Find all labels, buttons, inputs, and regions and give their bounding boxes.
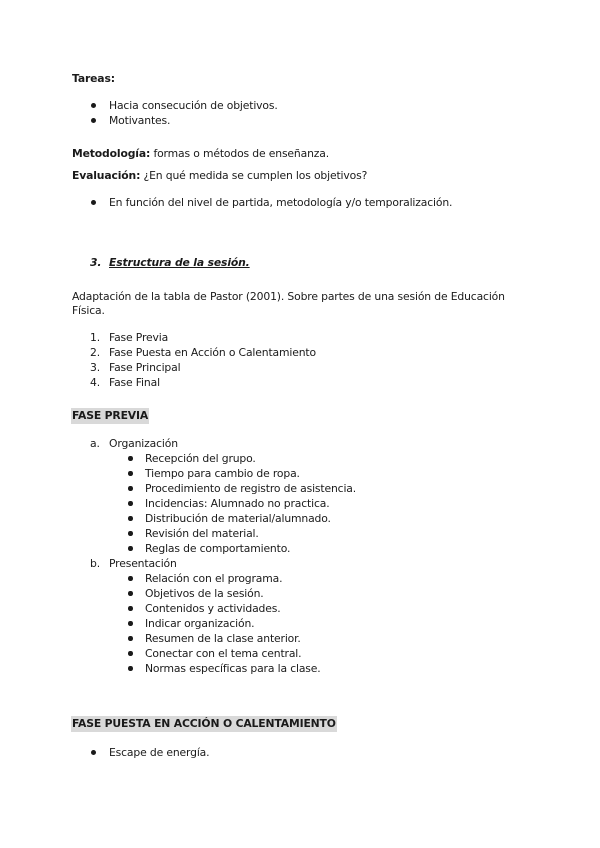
fase-item: Fase Puesta en Acción o Calentamiento — [109, 346, 316, 359]
bullet-icon — [91, 103, 96, 108]
tareas-heading: Tareas: — [72, 72, 115, 85]
fase-item: Fase Final — [109, 376, 160, 389]
calentamiento-item: Escape de energía. — [109, 746, 210, 759]
metodologia-line — [72, 147, 329, 161]
list-marker: a. — [90, 437, 100, 450]
bullet-icon — [128, 471, 133, 476]
bullet-icon — [128, 606, 133, 611]
fase-item: Fase Previa — [109, 331, 169, 344]
presentacion-item: Indicar organización. — [145, 617, 255, 630]
fase-previa-heading — [71, 409, 149, 423]
evaluacion-label: Evaluación: — [72, 169, 141, 182]
fase-number: 2. — [90, 346, 101, 359]
bullet-icon — [128, 501, 133, 506]
fase-item: Fase Principal — [109, 361, 181, 374]
organizacion-item: Tiempo para cambio de ropa. — [145, 467, 300, 480]
bullet-icon — [128, 591, 133, 596]
fase-calentamiento-heading — [71, 717, 337, 731]
section-title: Estructura de la sesión. — [109, 256, 250, 269]
bullet-icon — [128, 486, 133, 491]
presentacion-label: Presentación — [109, 557, 177, 570]
bullet-icon — [128, 576, 133, 581]
metodologia-text: formas o métodos de enseñanza. — [150, 147, 330, 160]
fase-calentamiento-heading-text: FASE PUESTA EN ACCIÓN O CALENTAMIENTO — [72, 717, 336, 730]
evaluacion-line — [72, 169, 367, 183]
organizacion-item: Distribución de material/alumnado. — [145, 512, 331, 525]
bullet-icon — [91, 750, 96, 755]
fase-previa-heading-text: FASE PREVIA — [72, 409, 149, 422]
presentacion-item: Relación con el programa. — [145, 572, 283, 585]
evaluacion-text: ¿En qué medida se cumplen los objetivos? — [140, 169, 368, 182]
bullet-icon — [128, 651, 133, 656]
section-number: 3. — [90, 256, 102, 269]
intro-line-2: Física. — [72, 304, 105, 317]
organizacion-label: Organización — [109, 437, 178, 450]
bullet-icon — [128, 546, 133, 551]
metodologia-label: Metodología: — [72, 147, 151, 160]
organizacion-item: Reglas de comportamiento. — [145, 542, 291, 555]
evaluacion-item: En función del nivel de partida, metodología y/o temporalización. — [109, 196, 453, 209]
organizacion-item: Revisión del material. — [145, 527, 259, 540]
fase-number: 1. — [90, 331, 101, 344]
organizacion-item: Procedimiento de registro de asistencia. — [145, 482, 357, 495]
bullet-icon — [91, 200, 96, 205]
presentacion-item: Objetivos de la sesión. — [145, 587, 264, 600]
bullet-icon — [128, 636, 133, 641]
fase-number: 3. — [90, 361, 101, 374]
presentacion-item: Contenidos y actividades. — [145, 602, 281, 615]
bullet-icon — [128, 621, 133, 626]
bullet-icon — [128, 531, 133, 536]
list-marker: b. — [90, 557, 100, 570]
organizacion-item: Recepción del grupo. — [145, 452, 256, 465]
presentacion-item: Conectar con el tema central. — [145, 647, 302, 660]
tareas-item: Hacia consecución de objetivos. — [109, 99, 278, 112]
fase-number: 4. — [90, 376, 101, 389]
bullet-icon — [128, 516, 133, 521]
bullet-icon — [128, 456, 133, 461]
bullet-icon — [128, 666, 133, 671]
intro-line-1: Adaptación de la tabla de Pastor (2001). Sobre partes de una sesión de Educación — [72, 290, 505, 303]
tareas-item: Motivantes. — [109, 114, 171, 127]
presentacion-item: Resumen de la clase anterior. — [145, 632, 301, 645]
presentacion-item: Normas específicas para la clase. — [145, 662, 321, 675]
bullet-icon — [91, 118, 96, 123]
organizacion-item: Incidencias: Alumnado no practica. — [145, 497, 330, 510]
